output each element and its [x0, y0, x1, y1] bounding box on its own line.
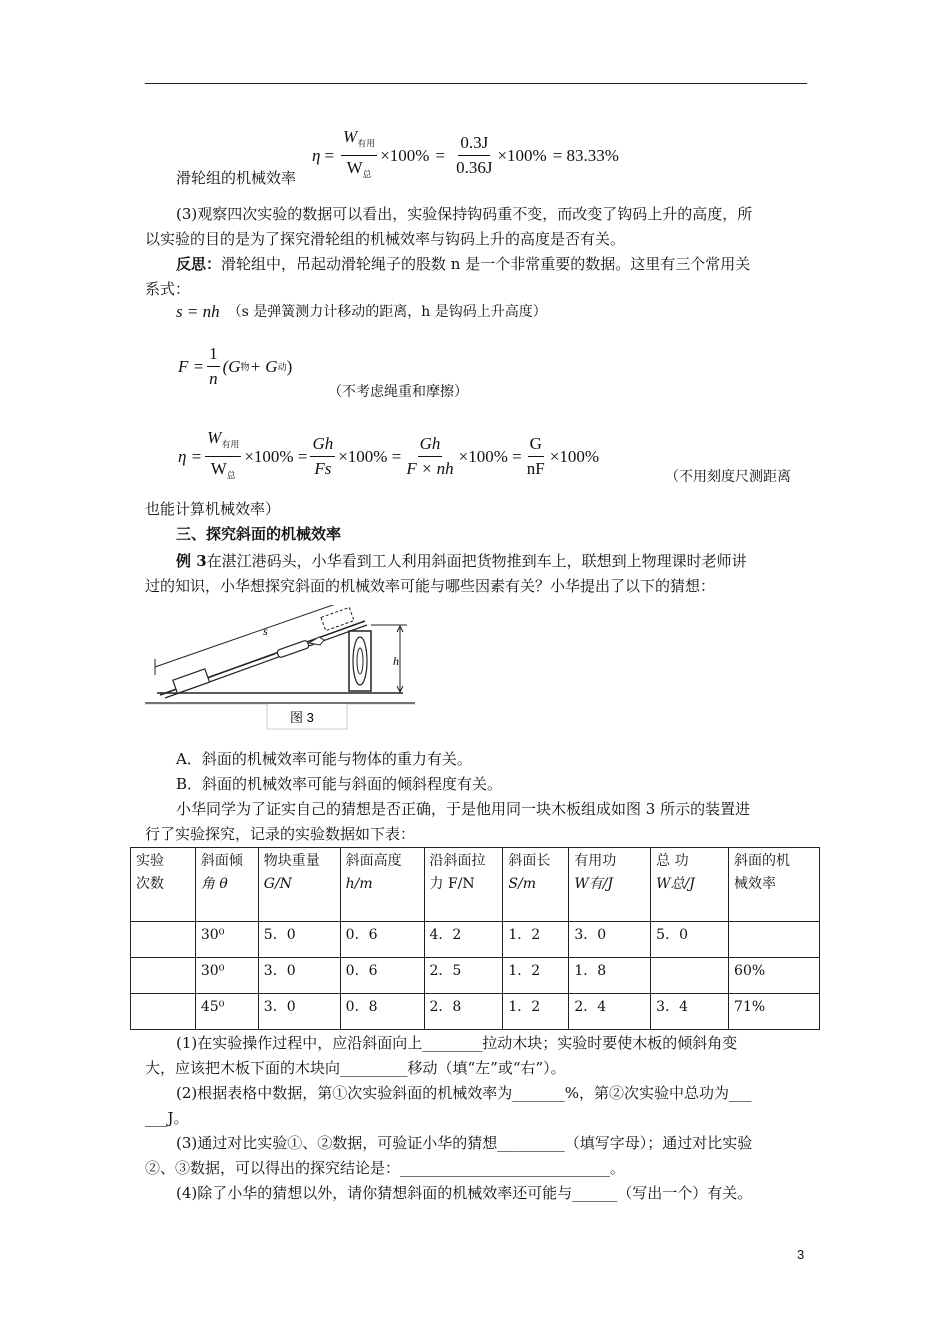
header-cell: 物块重量 G/N — [258, 848, 340, 922]
header-cell: 斜面长 S/m — [503, 848, 569, 922]
header-cell: 有用功 W有/J — [569, 848, 651, 922]
g-numerator: G — [528, 434, 544, 457]
useful-over-total-fraction — [205, 428, 241, 486]
pulley-efficiency-formula — [312, 127, 619, 185]
table-cell: 71% — [729, 994, 820, 1030]
formula-s: s = nh — [176, 302, 220, 321]
formula-efficiency-note-cont: 也能计算机械效率） — [145, 500, 281, 518]
gh-numerator: Gh — [418, 434, 443, 457]
table-cell: 30⁰ — [195, 922, 258, 958]
w-symbol: W — [207, 428, 222, 447]
table-cell: 60% — [729, 958, 820, 994]
table-cell: 2．4 — [569, 994, 651, 1030]
header-cell: 斜面的机 械效率 — [729, 848, 820, 922]
eta-symbol: η — [312, 145, 321, 165]
times-100-equals: ×100% = — [244, 446, 308, 466]
equals: = — [435, 145, 446, 165]
w-symbol: W — [210, 459, 227, 479]
w-symbol: W — [343, 127, 358, 146]
denominator-value: 0.36J — [456, 158, 493, 178]
header-cell: 沿斜面拉 力 F/N — [424, 848, 503, 922]
question-4-line1: (4)除了小华的猜想以外，请你猜想斜面的机械效率还可能与______（写出一个）有关。 — [176, 1184, 753, 1202]
close-paren: ) — [286, 356, 293, 376]
question-1-line2: 大，应该把木板下面的木块向_________移动（填“左”或“右”）。 — [145, 1059, 566, 1077]
formula-s-note: （s 是弹簧测力计移动的距离，h 是钩码上升高度） — [227, 304, 547, 320]
section-3-title: 三、探究斜面的机械效率 — [176, 525, 342, 543]
setup-line1: 小华同学为了证实自己的猜想是否正确，于是他用同一块木板组成如图 3 所示的装置进 — [176, 800, 751, 818]
example-3-label: 例 3 — [176, 552, 207, 570]
gh-over-fs-fraction — [310, 434, 335, 479]
formula-efficiency-note: （不用刻度尺测距离 — [665, 469, 791, 485]
guess-b: B．斜面的机械效率可能与斜面的倾斜程度有关。 — [176, 775, 503, 793]
formula-s-row — [176, 300, 547, 324]
equals: = — [324, 145, 335, 165]
table-cell: 2．5 — [424, 958, 503, 994]
header-cell: 斜面高度 h/m — [340, 848, 424, 922]
reflection-text: 滑轮组中，吊起动滑轮绳子的股数 n 是一个非常重要的数据。这里有三个常用关 — [221, 255, 751, 273]
one-over-n-fraction — [207, 344, 220, 389]
table-cell: 1．2 — [503, 958, 569, 994]
object-subscript: 物 — [240, 362, 250, 372]
table-cell: 30⁰ — [195, 958, 258, 994]
figure-3-caption: 图 3 — [290, 710, 314, 725]
label-pulley-efficiency: 滑轮组的机械效率 — [176, 169, 297, 187]
denominator-n: n — [209, 369, 218, 388]
table-row — [131, 922, 820, 958]
paragraph-3-line1: (3)观察四次实验的数据可以看出，实验保持钩码重不变，而改变了钩码上升的高度，所 — [176, 205, 753, 223]
example-3-text: 在湛江港码头，小华看到工人利用斜面把货物推到车上，联想到上物理课时老师讲 — [206, 552, 747, 570]
figure-3-incline-diagram — [145, 605, 415, 735]
header-rule — [145, 83, 807, 84]
numerator-value: 0.3J — [458, 133, 490, 156]
table-header-row — [131, 848, 820, 922]
eta-lhs: η = — [178, 446, 203, 466]
reflection-line2: 系式： — [145, 280, 191, 298]
total-subscript: 总 — [362, 169, 372, 180]
question-1-line1: (1)在实验操作过程中，应沿斜面向上________拉动木块；实验时要使木板的倾斜角变 — [176, 1034, 738, 1052]
plus-g-term: + G — [249, 356, 278, 376]
reflection-title: 反思： — [176, 255, 222, 273]
paragraph-3-line2: 以实验的目的是为了探究滑轮组的机械效率与钩码上升的高度是否有关。 — [145, 230, 626, 248]
table-cell — [131, 994, 196, 1030]
table-cell: 1．2 — [503, 994, 569, 1030]
table-cell: 5．0 — [651, 922, 729, 958]
formula-efficiency-general — [178, 428, 599, 486]
question-2-line1: (2)根据表格中数据，第①次实验斜面的机械效率为_______%，第②次实验中总功为___ — [176, 1084, 752, 1102]
label-h: h — [393, 654, 399, 668]
pulley-subscript: 动 — [277, 362, 287, 372]
table-cell: 0．6 — [340, 922, 424, 958]
question-2-line2: ___J。 — [145, 1109, 189, 1127]
times-100: ×100% — [380, 145, 430, 165]
table-cell: 1．8 — [569, 958, 651, 994]
formula-force — [178, 344, 292, 389]
question-3-line1: (3)通过对比实验①、②数据，可验证小华的猜想_________（填写字母）；通过对比实验 — [176, 1134, 753, 1152]
setup-line2: 行了实验探究，记录的实验数据如下表： — [145, 825, 416, 843]
table-cell: 5．0 — [258, 922, 340, 958]
example-3-line2: 过的知识，小华想探究斜面的机械效率可能与哪些因素有关？小华提出了以下的猜想： — [145, 577, 716, 595]
page-number: 3 — [797, 1247, 805, 1262]
question-3-line2: ②、③数据，可以得出的探究结论是：____________________________。 — [145, 1159, 626, 1177]
useful-subscript: 有用 — [357, 138, 376, 149]
times-100-equals: ×100% = — [338, 446, 402, 466]
useful-subscript: 有用 — [221, 439, 240, 450]
times-100: ×100% — [497, 145, 547, 165]
table-cell — [131, 922, 196, 958]
experiment-data-table — [130, 847, 820, 1030]
numerator-one: 1 — [207, 344, 220, 367]
table-cell: 3．0 — [258, 994, 340, 1030]
numeric-fraction — [454, 133, 494, 178]
g-term: (G — [222, 356, 241, 376]
times-100: ×100% — [549, 446, 599, 466]
table-cell: 4．2 — [424, 922, 503, 958]
nf-denominator: nF — [526, 459, 545, 479]
table-cell: 2．8 — [424, 994, 503, 1030]
g-over-nf-fraction — [525, 434, 547, 479]
times-100-equals: ×100% = — [458, 446, 522, 466]
fs-denominator: Fs — [314, 459, 332, 479]
table-cell — [131, 958, 196, 994]
gh-numerator: Gh — [310, 434, 335, 457]
w-symbol: W — [346, 158, 363, 178]
header-cell: 总 功 W总/J — [651, 848, 729, 922]
fnh-denominator: F × nh — [406, 459, 454, 479]
formula-force-note: （不考虑绳重和摩擦） — [328, 384, 468, 400]
table-cell: 3．0 — [258, 958, 340, 994]
example-3-line1 — [176, 549, 747, 573]
table-cell — [729, 922, 820, 958]
label-s: s — [263, 624, 268, 638]
guess-a: A．斜面的机械效率可能与物体的重力有关。 — [176, 750, 472, 768]
table-cell: 45⁰ — [195, 994, 258, 1030]
table-cell: 3．4 — [651, 994, 729, 1030]
table-cell — [651, 958, 729, 994]
efficiency-result: = 83.33% — [552, 145, 619, 165]
table-row — [131, 958, 820, 994]
table-cell: 0．8 — [340, 994, 424, 1030]
gh-over-fnh-fraction — [404, 434, 455, 479]
total-subscript: 总 — [226, 470, 236, 481]
reflection-line1 — [176, 252, 750, 276]
table-cell: 0．6 — [340, 958, 424, 994]
useful-over-total-fraction — [341, 127, 377, 185]
table-cell: 1．2 — [503, 922, 569, 958]
table-cell: 3．0 — [569, 922, 651, 958]
table-row — [131, 994, 820, 1030]
force-lhs: F = — [178, 356, 205, 376]
header-cell: 斜面倾 角 θ — [195, 848, 258, 922]
header-cell: 实验 次数 — [131, 848, 196, 922]
